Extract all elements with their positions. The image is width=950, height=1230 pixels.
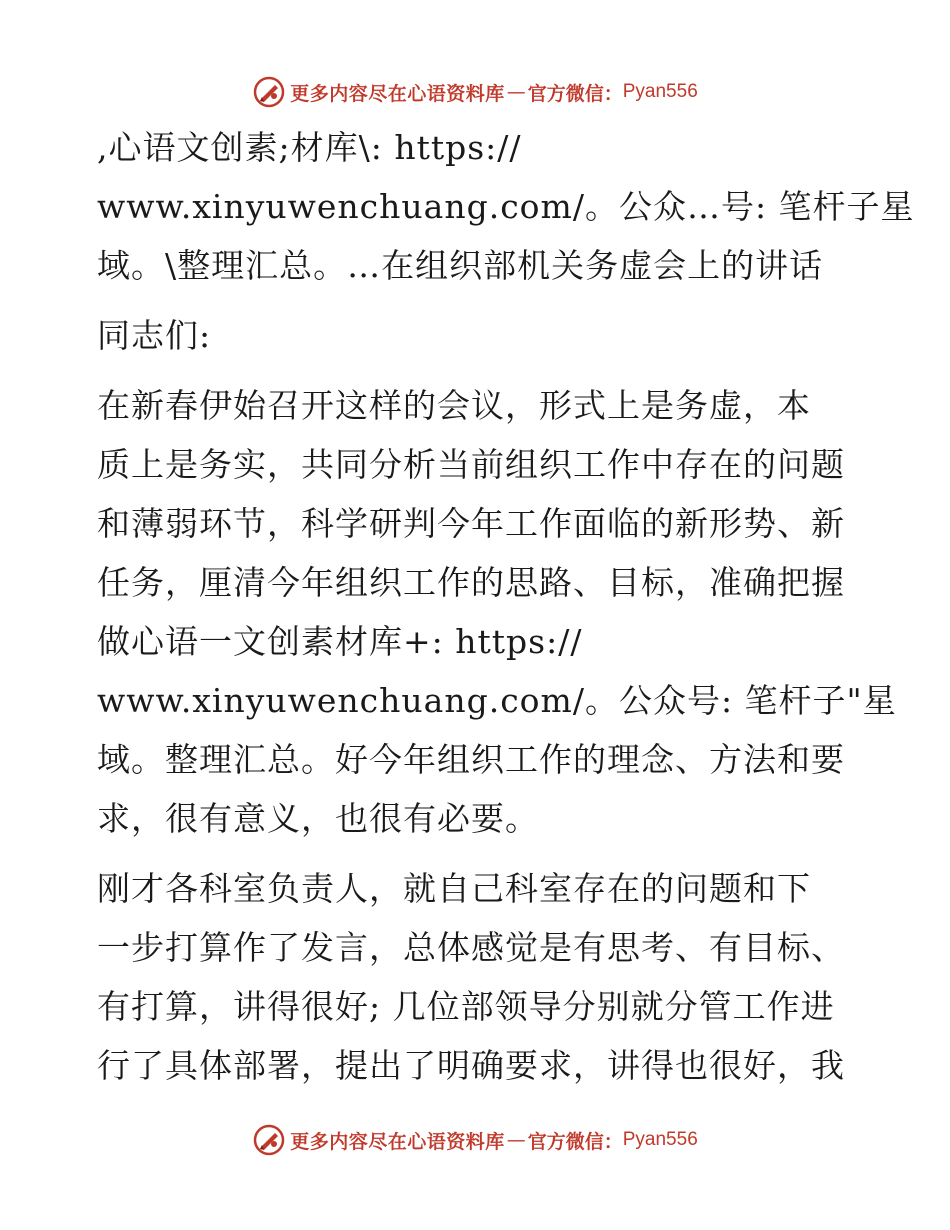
header-watermark: [0, 72, 950, 112]
banner-wechat-id: Pyan556: [622, 81, 698, 102]
text-line: 在新春伊始召开这样的会议，形式上是务虚，本: [97, 386, 811, 425]
salutation: 同志们:: [97, 316, 212, 355]
paragraph-gap: [97, 365, 857, 376]
text-line: 有打算，讲得很好; 几位部领导分别就分管工作进: [97, 987, 835, 1026]
text-line: 和薄弱环节，科学研判今年工作面临的新形势、新: [97, 504, 845, 543]
text-line: 一步打算作了发言，总体感觉是有思考、有目标、: [97, 928, 845, 967]
text-line: 刚才各科室负责人，就自己科室存在的问题和下: [97, 869, 811, 908]
text-line: 质上是务实，共同分析当前组织工作中存在的问题: [97, 445, 845, 484]
paragraph-gap: [97, 295, 857, 306]
text-line: 任务，厘清今年组织工作的思路、目标，准确把握: [97, 563, 845, 602]
banner-title: 更多内容尽在心语资料库: [290, 1130, 505, 1153]
text-line: www.xinyuwenchuang.com/。公众…号: 笔杆子星: [97, 187, 915, 226]
paragraph-gap: [97, 848, 857, 859]
text-line: 域。\整理汇总。…在组织部机关务虚会上的讲话: [97, 246, 824, 285]
text-line: 域。整理汇总。好今年组织工作的理念、方法和要: [97, 740, 845, 779]
text-line: www.xinyuwenchuang.com/。公众号: 笔杆子"星: [97, 681, 897, 720]
brand-logo-icon: [252, 1123, 286, 1157]
text-line: ,心语文创素;材库\: https://: [97, 128, 522, 167]
document-body: [97, 118, 915, 1095]
banner-wechat-label: 官方微信：: [527, 82, 623, 105]
banner-title: 更多内容尽在心语资料库: [290, 82, 505, 105]
banner-dash: —: [506, 1129, 526, 1151]
banner-wechat-id: Pyan556: [622, 1129, 698, 1150]
banner-wechat-label: 官方微信：: [527, 1130, 623, 1153]
footer-watermark: [0, 1120, 950, 1160]
brand-logo-icon: [252, 75, 286, 109]
text-line: 求，很有意义，也很有必要。: [97, 799, 539, 838]
text-line: 做心语一文创素材库+: https://: [97, 622, 583, 661]
text-line: 行了具体部署，提出了明确要求，讲得也很好，我: [97, 1046, 845, 1085]
banner-dash: —: [506, 81, 526, 103]
